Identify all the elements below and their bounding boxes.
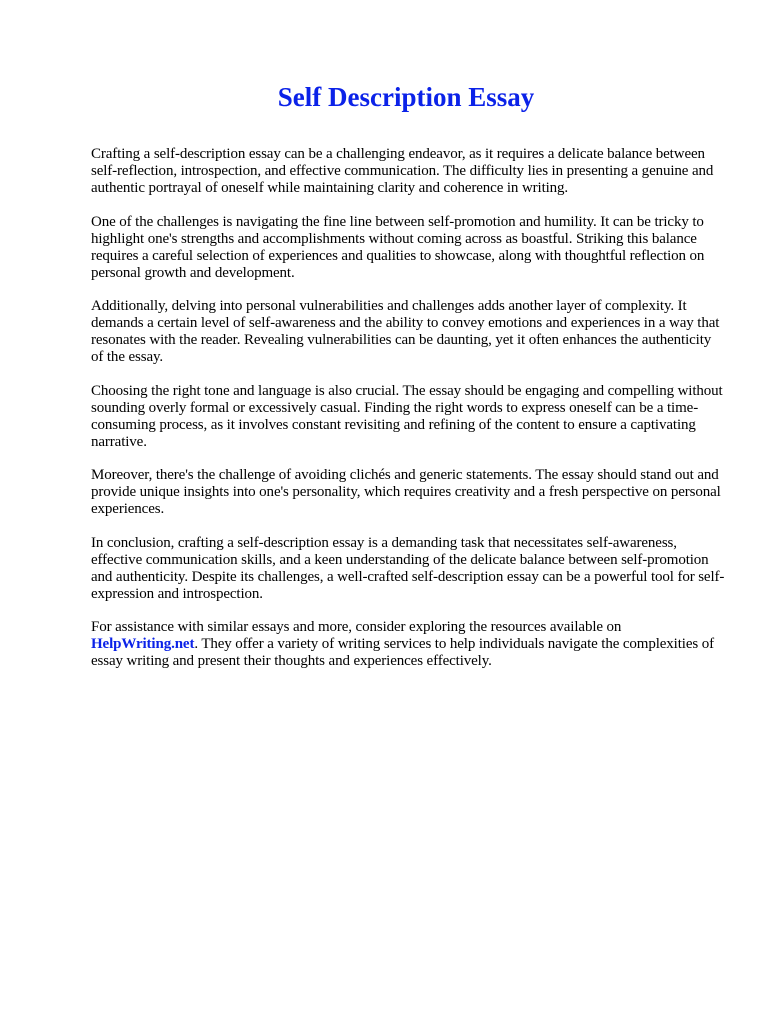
closing-paragraph (91, 619, 725, 670)
essay-paragraph-2: One of the challenges is navigating the fine line between self-promotion and humility. It can be tricky to highlight one's strengths and accomplishments without coming across as boastful. Striking this balance requires a careful selection of experiences and qualities to showcase, along with thoughtful reflection on personal growth and development. (91, 213, 705, 281)
closing-text-before-link: For assistance with similar essays and more, consider exploring the resources available on (91, 619, 622, 635)
essay-paragraph-3: Additionally, delving into personal vulnerabilities and challenges adds another layer of complexity. It demands a certain level of self-awareness and the ability to convey emotions and experiences in a way that resonates with the reader. Revealing vulnerabilities can be daunting, yet it often enhances the authenticity of the essay. (91, 298, 720, 365)
essay-paragraph-6: In conclusion, crafting a self-description essay is a demanding task that necessitates self-awareness, effective communication skills, and a keen understanding of the delicate balance between self-promotion and authenticity. Despite its challenges, a well-crafted self-description essay can be a powerful tool for self-expression and introspection. (91, 534, 725, 602)
page-title: Self Description Essay (277, 82, 535, 112)
essay-paragraph-5: Moreover, there's the challenge of avoiding clichés and generic statements. The essay should stand out and provide unique insights into one's personality, which requires creativity and a fresh perspective on personal experiences. (91, 467, 721, 517)
helpwriting-link[interactable]: HelpWriting.net (91, 636, 195, 652)
closing-text-after-link: . They offer a variety of writing services to help individuals navigate the complexities of essay writing and present their thoughts and experiences effectively. (91, 636, 714, 669)
essay-paragraph-4: Choosing the right tone and language is also crucial. The essay should be engaging and compelling without sounding overly formal or excessively casual. Finding the right words to express oneself can be a time-consuming process, as it involves constant revisiting and refining of the content to ensure a captivating narrative. (91, 382, 723, 450)
essay-body (91, 146, 725, 687)
essay-paragraph-1: Crafting a self-description essay can be a challenging endeavor, as it requires a delicate balance between self-reflection, introspection, and effective communication. The difficulty lies in presenting a genuine and authentic portrayal of oneself while maintaining clarity and coherence in writing. (91, 146, 714, 196)
